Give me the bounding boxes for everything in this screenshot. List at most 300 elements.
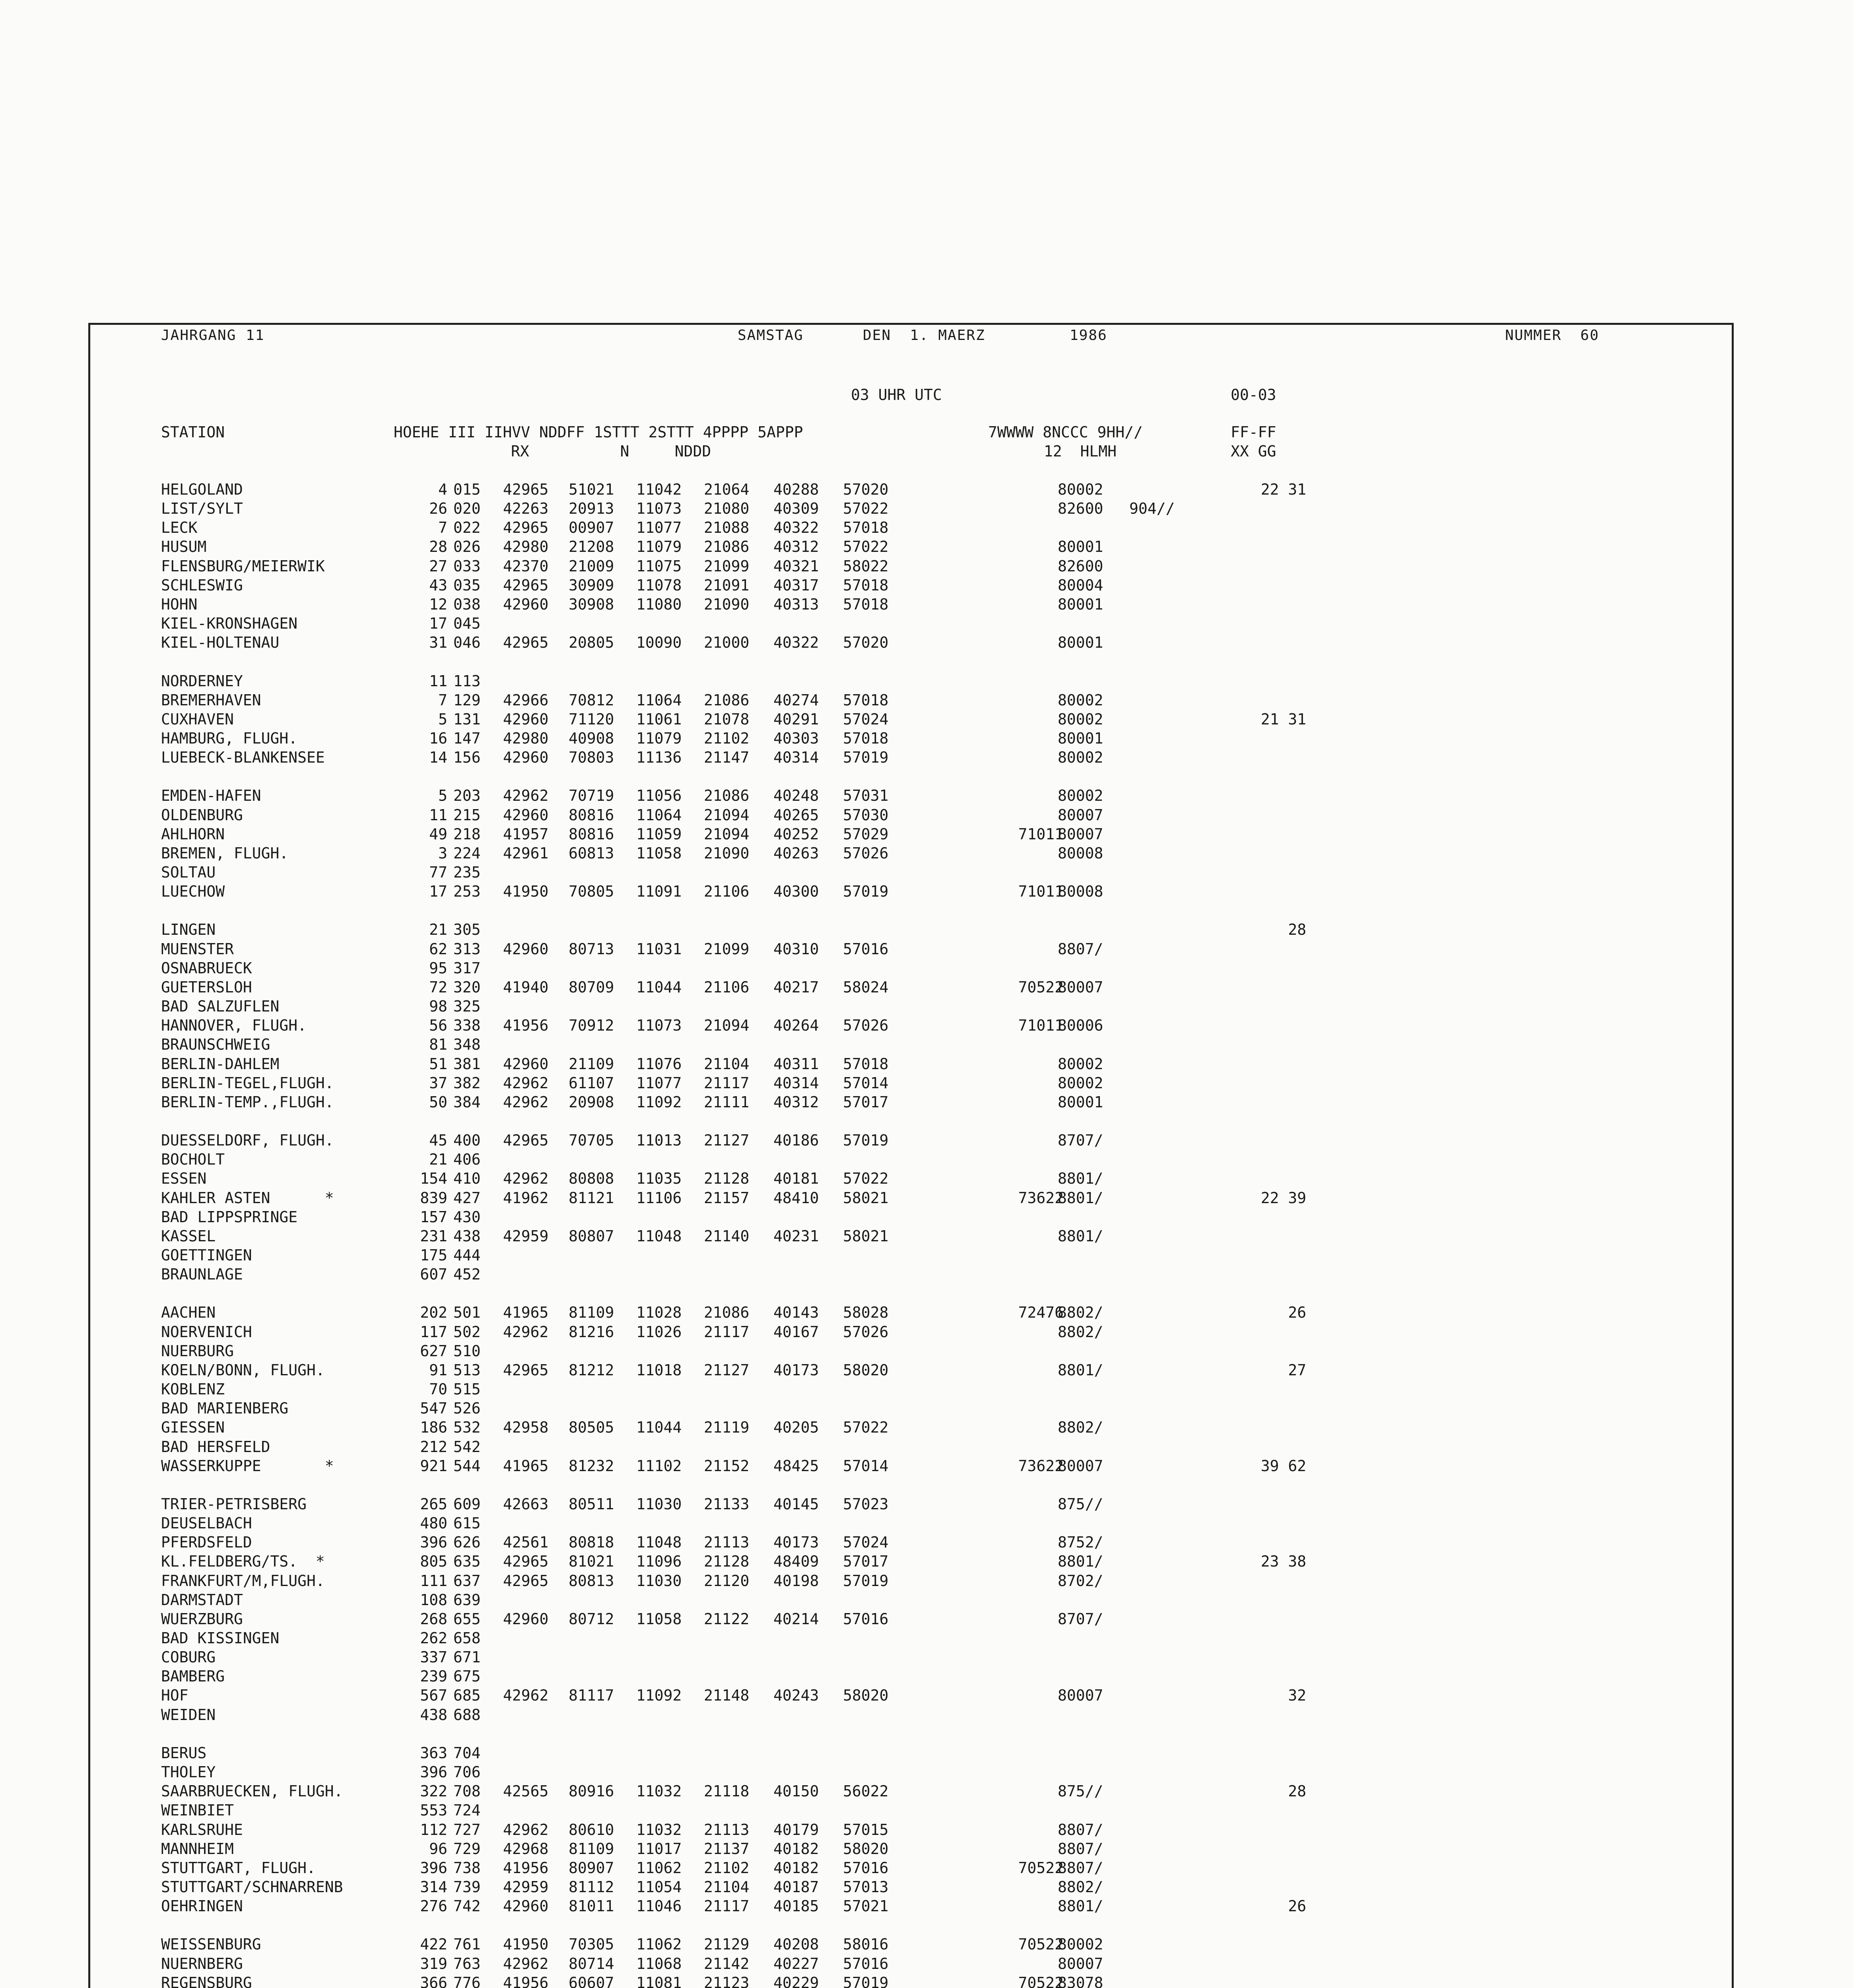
cell-station: SCHLESWIG (161, 577, 243, 594)
cell-8nccc: 80007 (1058, 978, 1103, 996)
cell-4pppp: 40173 (773, 1361, 819, 1379)
cell-8nccc: 8752/ (1058, 1534, 1103, 1551)
cell-8nccc: 80002 (1058, 787, 1103, 804)
cell-2sttt: 21106 (704, 883, 750, 900)
cell-1sttt: 11042 (636, 481, 682, 498)
cell-iii: 738 (453, 1859, 481, 1877)
cell-1sttt: 11077 (636, 519, 682, 536)
cell-iii: 033 (453, 557, 481, 575)
date: DEN 1. MAERZ (863, 327, 985, 344)
station-row (0, 806, 1750, 825)
cell-iii: 224 (453, 845, 481, 862)
cell-nddff: 51021 (569, 481, 614, 498)
cell-iii: 729 (453, 1840, 481, 1858)
cell-nddff: 60607 (569, 1974, 614, 1988)
cell-iihvv: 42966 (503, 691, 549, 709)
cell-1sttt: 11068 (636, 1955, 682, 1972)
cell-ff: 26 (1288, 1897, 1306, 1915)
station-row (0, 576, 1750, 595)
cell-iii: 427 (453, 1189, 481, 1207)
cell-5appp: 57023 (843, 1495, 889, 1513)
cell-iihvv: 42968 (503, 1840, 549, 1858)
station-row (0, 614, 1750, 633)
cell-5appp: 57021 (843, 1897, 889, 1915)
cell-1sttt: 11064 (636, 691, 682, 709)
cell-1sttt: 11092 (636, 1687, 682, 1704)
cell-8nccc: 80004 (1058, 577, 1103, 594)
time-range-label: 00-03 (1231, 386, 1276, 404)
station-row (0, 1801, 1750, 1820)
cell-station: BAMBERG (161, 1668, 225, 1685)
cell-hoehe: 239 (420, 1668, 447, 1685)
cell-station: BERUS (161, 1744, 207, 1762)
cell-iihvv: 42960 (503, 940, 549, 958)
cell-4pppp: 48409 (773, 1553, 819, 1570)
cell-hoehe: 567 (420, 1687, 447, 1704)
cell-iii: 626 (453, 1534, 481, 1551)
station-row (0, 1437, 1750, 1456)
cell-4pppp: 40309 (773, 500, 819, 517)
cell-iii: 635 (453, 1553, 481, 1570)
station-row (0, 1839, 1750, 1858)
cell-iihvv: 42960 (503, 749, 549, 766)
cell-hoehe: 268 (420, 1610, 447, 1628)
cell-station: BRAUNLAGE (161, 1266, 243, 1283)
cell-8nccc: 8801/ (1058, 1170, 1103, 1187)
cell-1sttt: 11064 (636, 806, 682, 824)
cell-nddff: 80511 (569, 1495, 614, 1513)
cell-5appp: 58016 (843, 1936, 889, 1953)
cell-1sttt: 11078 (636, 577, 682, 594)
cell-hoehe: 396 (420, 1763, 447, 1781)
cell-station: SOLTAU (161, 864, 216, 881)
cell-7wwww: 73622 (1018, 1457, 1064, 1475)
code-header-right-1: 7WWWW 8NCCC 9HH// (988, 423, 1143, 441)
cell-4pppp: 40264 (773, 1017, 819, 1034)
station-row (0, 978, 1750, 997)
cell-iii: 203 (453, 787, 481, 804)
cell-2sttt: 21142 (704, 1955, 750, 1972)
cell-iihvv: 42961 (503, 845, 549, 862)
station-row (0, 825, 1750, 844)
cell-2sttt: 21088 (704, 519, 750, 536)
cell-nddff: 80813 (569, 1572, 614, 1590)
cell-hoehe: 396 (420, 1534, 447, 1551)
cell-station: KIEL-KRONSHAGEN (161, 615, 298, 632)
cell-hoehe: 117 (420, 1323, 447, 1341)
station-row (0, 882, 1750, 901)
cell-iii: 763 (453, 1955, 481, 1972)
cell-hoehe: 607 (420, 1266, 447, 1283)
cell-hoehe: 7 (438, 691, 447, 709)
cell-4pppp: 40291 (773, 711, 819, 728)
cell-hoehe: 3 (438, 845, 447, 862)
cell-ff: 26 (1288, 1304, 1306, 1321)
station-row (0, 672, 1750, 691)
cell-8nccc: 8707/ (1058, 1132, 1103, 1149)
station-row (0, 1629, 1750, 1648)
cell-iii: 026 (453, 538, 481, 555)
cell-4pppp: 40314 (773, 1074, 819, 1092)
cell-station: KASSEL (161, 1227, 216, 1245)
cell-4pppp: 40150 (773, 1782, 819, 1800)
cell-1sttt: 11058 (636, 845, 682, 862)
cell-5appp: 57019 (843, 1974, 889, 1988)
cell-iihvv: 42663 (503, 1495, 549, 1513)
cell-iii: 317 (453, 959, 481, 977)
cell-5appp: 57022 (843, 1170, 889, 1187)
cell-station: FRANKFURT/M,FLUGH. (161, 1572, 325, 1590)
cell-nddff: 80916 (569, 1782, 614, 1800)
cell-hoehe: 7 (438, 519, 447, 536)
cell-2sttt: 21137 (704, 1840, 750, 1858)
cell-5appp: 57024 (843, 711, 889, 728)
cell-iii: 776 (453, 1974, 481, 1988)
cell-hoehe: 16 (429, 730, 447, 747)
station-row (0, 499, 1750, 518)
cell-iii: 384 (453, 1093, 481, 1111)
cell-2sttt: 21123 (704, 1974, 750, 1988)
cell-1sttt: 11028 (636, 1304, 682, 1321)
cell-iihvv: 42561 (503, 1534, 549, 1551)
cell-4pppp: 40182 (773, 1859, 819, 1877)
cell-iihvv: 42959 (503, 1227, 549, 1245)
cell-5appp: 57022 (843, 538, 889, 555)
cell-hoehe: 202 (420, 1304, 447, 1321)
station-row (0, 863, 1750, 882)
cell-iii: 655 (453, 1610, 481, 1628)
cell-hoehe: 51 (429, 1055, 447, 1073)
cell-8nccc: 875// (1058, 1495, 1103, 1513)
cell-1sttt: 11062 (636, 1859, 682, 1877)
cell-4pppp: 40231 (773, 1227, 819, 1245)
cell-5appp: 57015 (843, 1821, 889, 1839)
cell-station: HOHN (161, 596, 198, 613)
station-row (0, 844, 1750, 863)
cell-iii: 129 (453, 691, 481, 709)
station-row (0, 1973, 1750, 1988)
cell-iii: 015 (453, 481, 481, 498)
cell-8nccc: 80002 (1058, 481, 1103, 498)
cell-station: BAD LIPPSPRINGE (161, 1208, 298, 1226)
cell-1sttt: 11058 (636, 1610, 682, 1628)
cell-iihvv: 41940 (503, 978, 549, 996)
cell-station: ESSEN (161, 1170, 207, 1187)
cell-hoehe: 11 (429, 806, 447, 824)
cell-5appp: 57026 (843, 1017, 889, 1034)
cell-iii: 724 (453, 1802, 481, 1819)
cell-iii: 658 (453, 1629, 481, 1647)
cell-5appp: 57019 (843, 1132, 889, 1149)
cell-8nccc: 8807/ (1058, 1840, 1103, 1858)
cell-hoehe: 17 (429, 883, 447, 900)
station-row (0, 920, 1750, 939)
cell-1sttt: 11092 (636, 1093, 682, 1111)
cell-iii: 452 (453, 1266, 481, 1283)
cell-hoehe: 5 (438, 787, 447, 804)
cell-hoehe: 366 (420, 1974, 447, 1988)
cell-hoehe: 422 (420, 1936, 447, 1953)
station-row (0, 1322, 1750, 1342)
station-row (0, 1897, 1750, 1916)
cell-hoehe: 262 (420, 1629, 447, 1647)
station-row (0, 997, 1750, 1016)
cell-5appp: 57031 (843, 787, 889, 804)
cell-iii: 671 (453, 1648, 481, 1666)
cell-iii: 708 (453, 1782, 481, 1800)
station-row (0, 729, 1750, 748)
cell-hoehe: 77 (429, 864, 447, 881)
cell-station: LECK (161, 519, 198, 536)
cell-5appp: 58020 (843, 1687, 889, 1704)
station-row (0, 1743, 1750, 1763)
cell-hoehe: 175 (420, 1246, 447, 1264)
cell-2sttt: 21119 (704, 1419, 750, 1436)
station-row (0, 537, 1750, 556)
cell-7wwww: 70522 (1018, 1974, 1064, 1988)
cell-iii: 510 (453, 1342, 481, 1360)
cell-iihvv: 42965 (503, 577, 549, 594)
cell-iihvv: 41956 (503, 1859, 549, 1877)
cell-2sttt: 21113 (704, 1534, 750, 1551)
cell-1sttt: 11032 (636, 1821, 682, 1839)
cell-1sttt: 11031 (636, 940, 682, 958)
cell-5appp: 57018 (843, 596, 889, 613)
cell-2sttt: 21147 (704, 749, 750, 766)
cell-2sttt: 21120 (704, 1572, 750, 1590)
cell-1sttt: 11080 (636, 596, 682, 613)
cell-station: EMDEN-HAFEN (161, 787, 261, 804)
station-row (0, 748, 1750, 767)
cell-2sttt: 21117 (704, 1897, 750, 1915)
cell-8nccc: 80008 (1058, 883, 1103, 900)
station-row (0, 1705, 1750, 1724)
cell-8nccc: 8801/ (1058, 1361, 1103, 1379)
cell-iihvv: 42962 (503, 1687, 549, 1704)
cell-iihvv: 42962 (503, 1821, 549, 1839)
cell-nddff: 40908 (569, 730, 614, 747)
cell-5appp: 57013 (843, 1878, 889, 1896)
cell-nddff: 70705 (569, 1132, 614, 1149)
cell-station: OSNABRUECK (161, 959, 252, 977)
cell-station: LUEBECK-BLANKENSEE (161, 749, 325, 766)
cell-2sttt: 21118 (704, 1782, 750, 1800)
cell-5appp: 58021 (843, 1189, 889, 1207)
station-row (0, 1686, 1750, 1705)
cell-station: TRIER-PETRISBERG (161, 1495, 307, 1513)
cell-station: HANNOVER, FLUGH. (161, 1017, 307, 1034)
cell-iii: 742 (453, 1897, 481, 1915)
cell-4pppp: 40205 (773, 1419, 819, 1436)
cell-iii: 113 (453, 672, 481, 690)
cell-iii: 218 (453, 825, 481, 843)
station-row (0, 1858, 1750, 1877)
cell-hoehe: 337 (420, 1648, 447, 1666)
station-row (0, 557, 1750, 576)
cell-4pppp: 40321 (773, 557, 819, 575)
cell-ff: 32 (1288, 1687, 1306, 1704)
cell-4pppp: 40187 (773, 1878, 819, 1896)
cell-4pppp: 40217 (773, 978, 819, 996)
station-row (0, 1169, 1750, 1188)
cell-hoehe: 154 (420, 1170, 447, 1187)
cell-5appp: 57016 (843, 1859, 889, 1877)
cell-8nccc: 82600 (1058, 500, 1103, 517)
cell-station: STUTTGART, FLUGH. (161, 1859, 316, 1877)
cell-4pppp: 40185 (773, 1897, 819, 1915)
cell-5appp: 57024 (843, 1534, 889, 1551)
cell-iii: 022 (453, 519, 481, 536)
cell-hoehe: 276 (420, 1897, 447, 1915)
station-row (0, 1342, 1750, 1361)
cell-iihvv: 42965 (503, 481, 549, 498)
cell-iii: 020 (453, 500, 481, 517)
cell-hoehe: 95 (429, 959, 447, 977)
cell-1sttt: 11035 (636, 1170, 682, 1187)
cell-station: BERLIN-DAHLEM (161, 1055, 280, 1073)
cell-4pppp: 40312 (773, 1093, 819, 1111)
station-row (0, 1131, 1750, 1150)
cell-nddff: 70803 (569, 749, 614, 766)
cell-4pppp: 40310 (773, 940, 819, 958)
station-row (0, 1361, 1750, 1380)
station-row (0, 1054, 1750, 1074)
cell-2sttt: 21117 (704, 1323, 750, 1341)
cell-1sttt: 11054 (636, 1878, 682, 1896)
cell-2sttt: 21090 (704, 596, 750, 613)
cell-iii: 410 (453, 1170, 481, 1187)
station-row (0, 595, 1750, 614)
cell-2sttt: 21086 (704, 538, 750, 555)
cell-iihvv: 41950 (503, 1936, 549, 1953)
cell-8nccc: 82600 (1058, 557, 1103, 575)
cell-iii: 235 (453, 864, 481, 881)
cell-hoehe: 91 (429, 1361, 447, 1379)
cell-iii: 615 (453, 1514, 481, 1532)
station-row (0, 1648, 1750, 1667)
cell-hoehe: 62 (429, 940, 447, 958)
cell-5appp: 57016 (843, 940, 889, 958)
cell-station: WUERZBURG (161, 1610, 243, 1628)
ff-header-2: XX GG (1231, 443, 1276, 460)
cell-hoehe: 17 (429, 615, 447, 632)
cell-iii: 320 (453, 978, 481, 996)
cell-2sttt: 21000 (704, 634, 750, 651)
cell-nddff: 70805 (569, 883, 614, 900)
cell-5appp: 57026 (843, 845, 889, 862)
cell-8nccc: 8801/ (1058, 1227, 1103, 1245)
cell-station: OLDENBURG (161, 806, 243, 824)
cell-iihvv: 42370 (503, 557, 549, 575)
cell-station: AHLHORN (161, 825, 225, 843)
cell-iihvv: 41956 (503, 1017, 549, 1034)
cell-5appp: 57019 (843, 883, 889, 900)
cell-iii: 515 (453, 1380, 481, 1398)
cell-nddff: 81212 (569, 1361, 614, 1379)
cell-nddff: 71120 (569, 711, 614, 728)
cell-1sttt: 11048 (636, 1534, 682, 1551)
cell-hoehe: 5 (438, 711, 447, 728)
station-row (0, 1954, 1750, 1973)
station-row (0, 1303, 1750, 1322)
cell-hoehe: 56 (429, 1017, 447, 1034)
cell-iihvv: 41957 (503, 825, 549, 843)
cell-2sttt: 21104 (704, 1055, 750, 1073)
cell-station: CUXHAVEN (161, 711, 234, 728)
station-row (0, 518, 1750, 537)
cell-iii: 253 (453, 883, 481, 900)
cell-station: BOCHOLT (161, 1151, 225, 1168)
cell-hoehe: 157 (420, 1208, 447, 1226)
cell-2sttt: 21140 (704, 1227, 750, 1245)
cell-nddff: 21208 (569, 538, 614, 555)
cell-5appp: 57014 (843, 1457, 889, 1475)
station-row (0, 1188, 1750, 1208)
cell-8nccc: 8802/ (1058, 1419, 1103, 1436)
cell-7wwww: 70522 (1018, 978, 1064, 996)
cell-station: AACHEN (161, 1304, 216, 1321)
cell-iii: 727 (453, 1821, 481, 1839)
cell-hoehe: 319 (420, 1955, 447, 1972)
cell-5appp: 56022 (843, 1782, 889, 1800)
cell-iii: 706 (453, 1763, 481, 1781)
cell-9hh: 904// (1129, 500, 1175, 517)
cell-hoehe: 72 (429, 978, 447, 996)
station-row (0, 1380, 1750, 1399)
cell-iii: 400 (453, 1132, 481, 1149)
cell-nddff: 21109 (569, 1055, 614, 1073)
cell-1sttt: 11073 (636, 1017, 682, 1034)
cell-station: NOERVENICH (161, 1323, 252, 1341)
cell-2sttt: 21094 (704, 825, 750, 843)
cell-4pppp: 40317 (773, 577, 819, 594)
cell-nddff: 81117 (569, 1687, 614, 1704)
cell-iii: 382 (453, 1074, 481, 1092)
cell-4pppp: 40300 (773, 883, 819, 900)
cell-hoehe: 21 (429, 921, 447, 938)
cell-iii: 675 (453, 1668, 481, 1685)
cell-station: LIST/SYLT (161, 500, 243, 517)
cell-iihvv: 42962 (503, 1093, 549, 1111)
cell-5appp: 57022 (843, 1419, 889, 1436)
cell-8nccc: 8801/ (1058, 1553, 1103, 1570)
cell-iihvv: 42958 (503, 1419, 549, 1436)
cell-4pppp: 40312 (773, 538, 819, 555)
cell-2sttt: 21090 (704, 845, 750, 862)
cell-hoehe: 28 (429, 538, 447, 555)
cell-hoehe: 14 (429, 749, 447, 766)
cell-hoehe: 12 (429, 596, 447, 613)
cell-4pppp: 40179 (773, 1821, 819, 1839)
cell-5appp: 57026 (843, 1323, 889, 1341)
cell-8nccc: 80007 (1058, 806, 1103, 824)
cell-1sttt: 11044 (636, 1419, 682, 1436)
cell-8nccc: 80007 (1058, 1955, 1103, 1972)
cell-8nccc: 80007 (1058, 1457, 1103, 1475)
cell-4pppp: 40143 (773, 1304, 819, 1321)
cell-iii: 502 (453, 1323, 481, 1341)
station-row (0, 1227, 1750, 1246)
cell-ff: 39 62 (1261, 1457, 1306, 1475)
station-row (0, 1456, 1750, 1475)
cell-iii: 542 (453, 1438, 481, 1456)
cell-2sttt: 21064 (704, 481, 750, 498)
cell-station: BAD KISSINGEN (161, 1629, 280, 1647)
cell-5appp: 58028 (843, 1304, 889, 1321)
cell-2sttt: 21148 (704, 1687, 750, 1704)
cell-nddff: 81011 (569, 1897, 614, 1915)
cell-iii: 739 (453, 1878, 481, 1896)
